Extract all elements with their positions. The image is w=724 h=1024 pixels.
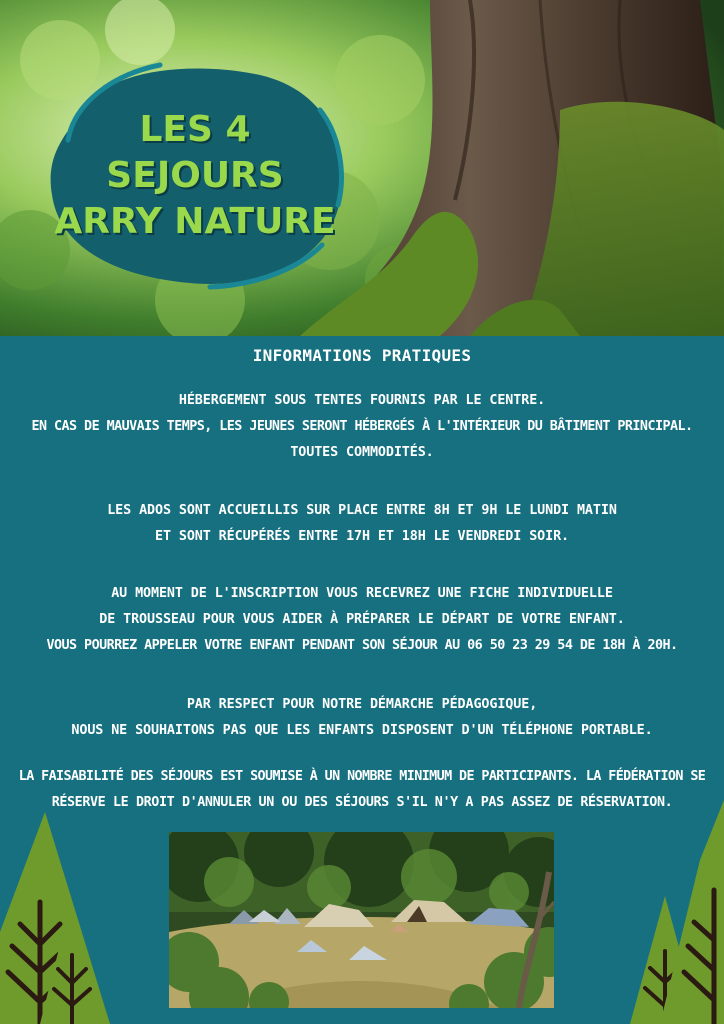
tree-icon bbox=[660, 800, 724, 1024]
hero-forest-photo bbox=[0, 0, 724, 336]
info-line: VOUS POURREZ APPELER VOTRE ENFANT PENDANT SON SÉJOUR AU 06 50 23 29 54 DE 18H À 20H. bbox=[46, 638, 678, 653]
info-paragraph-phone-policy bbox=[0, 692, 724, 744]
info-paragraph-registration bbox=[0, 581, 724, 659]
info-paragraph-feasibility bbox=[0, 764, 724, 816]
info-paragraph-lodging bbox=[0, 388, 724, 466]
info-line: DE TROUSSEAU POUR VOUS AIDER À PRÉPARER LE DÉPART DE VOTRE ENFANT. bbox=[99, 612, 625, 627]
info-line: EN CAS DE MAUVAIS TEMPS, LES JEUNES SERONT HÉBERGÉS À L'INTÉRIEUR DU BÂTIMENT PRINCIPAL. bbox=[31, 419, 693, 434]
title-line-2: SEJOURS bbox=[106, 155, 284, 196]
title-badge bbox=[40, 55, 350, 290]
title-line-3: ARRY NATURE bbox=[54, 201, 336, 242]
title-line-1: LES 4 bbox=[139, 109, 251, 150]
info-line: AU MOMENT DE L'INSCRIPTION VOUS RECEVREZ UNE FICHE INDIVIDUELLE bbox=[111, 586, 613, 601]
info-line: LA FAISABILITÉ DES SÉJOURS EST SOUMISE À UN NOMBRE MINIMUM DE PARTICIPANTS. LA FÉDÉRATION SE bbox=[18, 769, 706, 784]
info-line: TOUTES COMMODITÉS. bbox=[290, 445, 434, 460]
tree-icon bbox=[40, 905, 110, 1024]
page-title bbox=[40, 107, 350, 245]
info-line: PAR RESPECT POUR NOTRE DÉMARCHE PÉDAGOGIQUE, bbox=[186, 697, 538, 712]
camp-photo bbox=[169, 832, 554, 1008]
info-line: LES ADOS SONT ACCUEILLIS SUR PLACE ENTRE 8H ET 9H LE LUNDI MATIN bbox=[107, 503, 617, 518]
info-paragraph-schedule bbox=[0, 498, 724, 550]
campsite-illustration bbox=[169, 832, 554, 1008]
info-heading: INFORMATIONS PRATIQUES bbox=[252, 346, 472, 365]
info-line: RÉSERVE LE DROIT D'ANNULER UN OU DES SÉJOURS S'IL N'Y A PAS ASSEZ DE RÉSERVATION. bbox=[51, 795, 673, 810]
info-line: ET SONT RÉCUPÉRÉS ENTRE 17H ET 18H LE VENDREDI SOIR. bbox=[154, 529, 570, 544]
info-line: NOUS NE SOUHAITONS PAS QUE LES ENFANTS DISPOSENT D'UN TÉLÉPHONE PORTABLE. bbox=[71, 723, 653, 738]
info-line: HÉBERGEMENT SOUS TENTES FOURNIS PAR LE CENTRE. bbox=[178, 393, 546, 408]
